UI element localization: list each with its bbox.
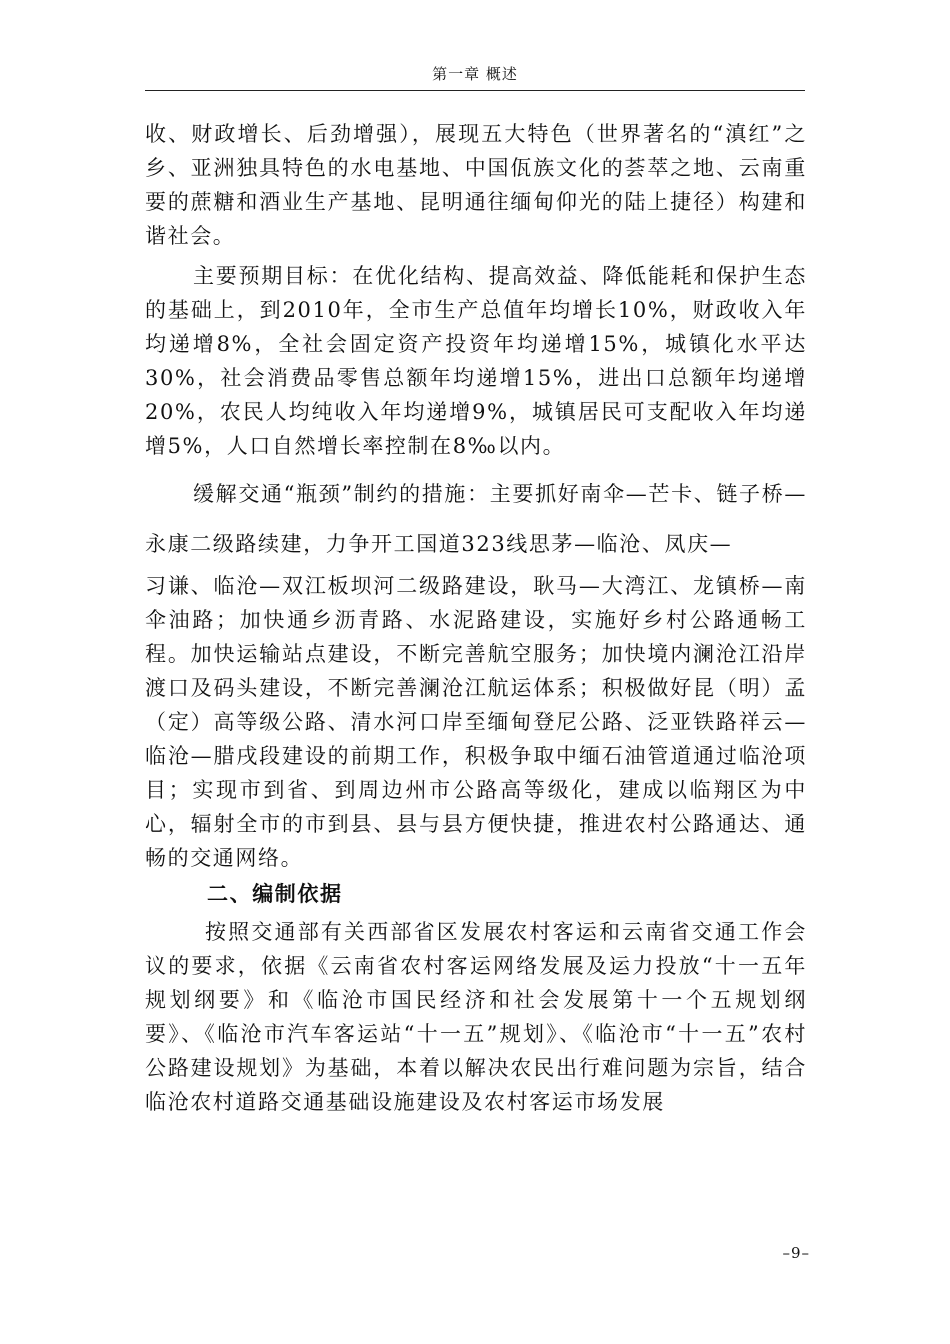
paragraph-targets: 主要预期目标：在优化结构、提高效益、降低能耗和保护生态的基础上，到2010年，全市生产总值年均增长10%，财政收入年均递增8%，全社会固定资产投资年均递增15%，城镇化水平达30%，社会消费品零售总额年均递增15%，进出口总额年均递增20%，农民人均纯收入年均递增9%，城镇居民可支配收入年均递增5%，人口自然增长率控制在8‰以内。: [145, 264, 807, 458]
paragraph-features: 收、财政增长、后劲增强），展现五大特色（世界著名的“滇红”之乡、亚洲独具特色的水电基地、中国佤族文化的荟萃之地、云南重要的蔗糖和酒业生产基地、昆明通往缅甸仰光的陆上捷径）构建和谐社会。: [145, 122, 807, 248]
chapter-title: 第一章 概述: [432, 65, 518, 83]
paragraph-traffic-measures-part1: 缓解交通“瓶颈”制约的措施：主要抓好南伞—芒卡、链子桥—永康二级路续建，力争开工国道323线思茅—临沧、凤庆—: [145, 482, 807, 556]
chapter-header: [145, 62, 805, 91]
section-heading: 二、编制依据: [207, 882, 343, 906]
document-body: [145, 117, 807, 1119]
paragraph-basis: 按照交通部有关西部省区发展农村客运和云南省交通工作会议的要求，依据《云南省农村客运网络发展及运力投放“十一五年规划纲要》和《临沧市国民经济和社会发展第十一个五规划纲要》、《临沧市汽车客运站“十一五”规划》、《临沧市“十一五”农村公路建设规划》为基础，本着以解决农民出行难问题为宗旨，结合临沧农村道路交通基础设施建设及农村客运市场发展: [145, 920, 807, 1114]
paragraph-traffic-measures-part2: 习谦、临沧—双江板坝河二级路建设，耿马—大湾江、龙镇桥—南伞油路；加快通乡沥青路、水泥路建设，实施好乡村公路通畅工程。加快运输站点建设，不断完善航空服务；加快境内澜沧江沿岸渡口及码头建设，不断完善澜沧江航运体系；积极做好昆（明）孟（定）高等级公路、清水河口岸至缅甸登尼公路、泛亚铁路祥云—临沧—腊戌段建设的前期工作，积极争取中缅石油管道通过临沧项目；实现市到省、到周边州市公路高等级化，建成以临翔区为中心，辐射全市的市到县、县与县方便快捷，推进农村公路通达、通畅的交通网络。: [145, 574, 807, 870]
page-number: –9–: [782, 1244, 810, 1262]
